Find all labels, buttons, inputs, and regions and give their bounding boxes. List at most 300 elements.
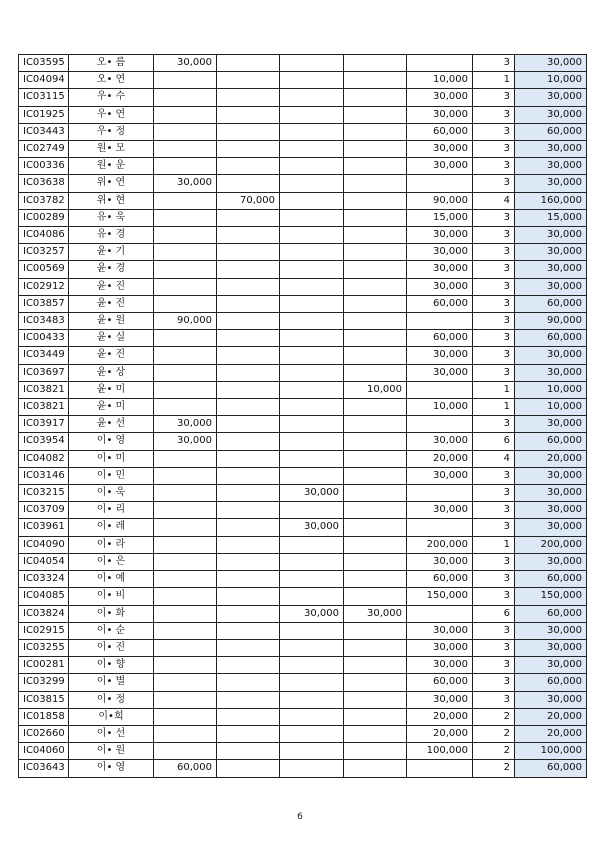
amount-col4-cell [344, 743, 407, 760]
amount-col5-cell: 30,000 [407, 261, 473, 278]
count-cell: 3 [473, 622, 515, 639]
donation-ledger-table [18, 54, 587, 778]
amount-col5-cell: 30,000 [407, 106, 473, 123]
amount-col4-cell: 30,000 [344, 605, 407, 622]
total-amount-cell: 30,000 [515, 416, 587, 433]
amount-col2-cell [217, 450, 280, 467]
amount-col4-cell [344, 657, 407, 674]
amount-col3-cell [280, 106, 344, 123]
table-row [19, 708, 587, 725]
member-id-cell: IC03115 [19, 89, 69, 106]
amount-col1-cell: 60,000 [154, 760, 217, 777]
amount-col3-cell [280, 708, 344, 725]
member-name-cell: 이• 은 [69, 553, 154, 570]
amount-col1-cell: 90,000 [154, 313, 217, 330]
amount-col4-cell [344, 485, 407, 502]
count-cell: 3 [473, 639, 515, 656]
table-row [19, 141, 587, 158]
amount-col5-cell [407, 519, 473, 536]
amount-col2-cell [217, 261, 280, 278]
table-row [19, 295, 587, 312]
amount-col1-cell [154, 192, 217, 209]
amount-col3-cell [280, 725, 344, 742]
total-amount-cell: 60,000 [515, 433, 587, 450]
total-amount-cell: 30,000 [515, 519, 587, 536]
amount-col2-cell [217, 708, 280, 725]
amount-col4-cell [344, 330, 407, 347]
count-cell: 3 [473, 553, 515, 570]
amount-col1-cell [154, 141, 217, 158]
table-row [19, 399, 587, 416]
member-id-cell: IC03821 [19, 381, 69, 398]
amount-col3-cell [280, 467, 344, 484]
count-cell: 3 [473, 502, 515, 519]
amount-col5-cell: 60,000 [407, 571, 473, 588]
amount-col1-cell [154, 278, 217, 295]
total-amount-cell: 90,000 [515, 313, 587, 330]
amount-col2-cell [217, 416, 280, 433]
amount-col5-cell: 20,000 [407, 708, 473, 725]
table-row [19, 433, 587, 450]
amount-col3-cell [280, 192, 344, 209]
member-id-cell: IC03449 [19, 347, 69, 364]
amount-col4-cell [344, 227, 407, 244]
member-id-cell: IC01925 [19, 106, 69, 123]
total-amount-cell: 20,000 [515, 708, 587, 725]
amount-col1-cell [154, 467, 217, 484]
amount-col5-cell: 100,000 [407, 743, 473, 760]
amount-col2-cell [217, 295, 280, 312]
amount-col3-cell [280, 244, 344, 261]
amount-col4-cell [344, 571, 407, 588]
member-id-cell: IC03324 [19, 571, 69, 588]
count-cell: 3 [473, 89, 515, 106]
amount-col5-cell: 30,000 [407, 691, 473, 708]
member-id-cell: IC03857 [19, 295, 69, 312]
amount-col2-cell [217, 330, 280, 347]
count-cell: 4 [473, 192, 515, 209]
amount-col5-cell: 60,000 [407, 123, 473, 140]
total-amount-cell: 30,000 [515, 485, 587, 502]
amount-col3-cell [280, 123, 344, 140]
amount-col1-cell [154, 639, 217, 656]
amount-col1-cell: 30,000 [154, 55, 217, 72]
amount-col1-cell [154, 399, 217, 416]
count-cell: 3 [473, 519, 515, 536]
amount-col1-cell [154, 381, 217, 398]
amount-col5-cell: 30,000 [407, 467, 473, 484]
amount-col4-cell [344, 708, 407, 725]
member-id-cell: IC03443 [19, 123, 69, 140]
amount-col5-cell [407, 381, 473, 398]
amount-col3-cell [280, 364, 344, 381]
member-name-cell: 윤• 기 [69, 244, 154, 261]
total-amount-cell: 30,000 [515, 106, 587, 123]
amount-col5-cell: 30,000 [407, 433, 473, 450]
table-row [19, 381, 587, 398]
amount-col3-cell [280, 141, 344, 158]
amount-col4-cell [344, 725, 407, 742]
amount-col4-cell [344, 519, 407, 536]
amount-col4-cell [344, 295, 407, 312]
member-id-cell: IC04082 [19, 450, 69, 467]
amount-col5-cell: 30,000 [407, 657, 473, 674]
amount-col3-cell: 30,000 [280, 519, 344, 536]
amount-col4-cell [344, 450, 407, 467]
amount-col4-cell [344, 244, 407, 261]
amount-col3-cell [280, 502, 344, 519]
member-name-cell: 우• 수 [69, 89, 154, 106]
amount-col5-cell: 30,000 [407, 278, 473, 295]
count-cell: 3 [473, 175, 515, 192]
table-row [19, 416, 587, 433]
amount-col2-cell [217, 106, 280, 123]
member-id-cell: IC00336 [19, 158, 69, 175]
amount-col2-cell [217, 657, 280, 674]
amount-col3-cell [280, 622, 344, 639]
member-name-cell: 이• 리 [69, 502, 154, 519]
table-row [19, 261, 587, 278]
amount-col1-cell: 30,000 [154, 433, 217, 450]
member-name-cell: 위• 연 [69, 175, 154, 192]
amount-col4-cell [344, 89, 407, 106]
count-cell: 3 [473, 209, 515, 226]
table-row [19, 674, 587, 691]
member-id-cell: IC04060 [19, 743, 69, 760]
count-cell: 2 [473, 708, 515, 725]
amount-col1-cell [154, 227, 217, 244]
page-number: 6 [297, 812, 303, 822]
amount-col4-cell [344, 278, 407, 295]
total-amount-cell: 30,000 [515, 467, 587, 484]
amount-col2-cell [217, 467, 280, 484]
total-amount-cell: 30,000 [515, 553, 587, 570]
table-row [19, 158, 587, 175]
table-row [19, 450, 587, 467]
member-id-cell: IC03483 [19, 313, 69, 330]
amount-col4-cell [344, 261, 407, 278]
member-name-cell: 윤• 경 [69, 261, 154, 278]
amount-col2-cell [217, 743, 280, 760]
amount-col5-cell: 90,000 [407, 192, 473, 209]
member-id-cell: IC02915 [19, 622, 69, 639]
table-row [19, 89, 587, 106]
member-id-cell: IC03961 [19, 519, 69, 536]
count-cell: 3 [473, 295, 515, 312]
table-row [19, 106, 587, 123]
member-name-cell: 원• 운 [69, 158, 154, 175]
member-name-cell: 이• 별 [69, 674, 154, 691]
member-name-cell: 우• 정 [69, 123, 154, 140]
count-cell: 3 [473, 227, 515, 244]
amount-col2-cell [217, 175, 280, 192]
member-id-cell: IC02912 [19, 278, 69, 295]
amount-col1-cell [154, 123, 217, 140]
amount-col3-cell [280, 295, 344, 312]
table-row [19, 485, 587, 502]
count-cell: 3 [473, 674, 515, 691]
amount-col2-cell [217, 725, 280, 742]
amount-col1-cell: 30,000 [154, 175, 217, 192]
count-cell: 3 [473, 261, 515, 278]
amount-col1-cell [154, 571, 217, 588]
amount-col2-cell [217, 433, 280, 450]
member-name-cell: 오• 름 [69, 55, 154, 72]
amount-col1-cell [154, 347, 217, 364]
total-amount-cell: 30,000 [515, 55, 587, 72]
amount-col5-cell: 60,000 [407, 330, 473, 347]
amount-col1-cell [154, 106, 217, 123]
member-name-cell: 이• 진 [69, 639, 154, 656]
member-name-cell: 이• 민 [69, 467, 154, 484]
amount-col1-cell [154, 261, 217, 278]
member-id-cell: IC00289 [19, 209, 69, 226]
table-row [19, 588, 587, 605]
total-amount-cell: 30,000 [515, 89, 587, 106]
amount-col5-cell: 30,000 [407, 347, 473, 364]
amount-col2-cell [217, 588, 280, 605]
count-cell: 3 [473, 364, 515, 381]
count-cell: 4 [473, 450, 515, 467]
total-amount-cell: 200,000 [515, 536, 587, 553]
member-id-cell: IC03257 [19, 244, 69, 261]
amount-col1-cell: 30,000 [154, 416, 217, 433]
count-cell: 3 [473, 657, 515, 674]
table-row [19, 502, 587, 519]
total-amount-cell: 30,000 [515, 622, 587, 639]
amount-col5-cell: 30,000 [407, 502, 473, 519]
amount-col5-cell [407, 313, 473, 330]
amount-col4-cell [344, 760, 407, 777]
amount-col3-cell [280, 313, 344, 330]
total-amount-cell: 10,000 [515, 381, 587, 398]
amount-col2-cell [217, 55, 280, 72]
amount-col2-cell [217, 244, 280, 261]
member-id-cell: IC03255 [19, 639, 69, 656]
amount-col4-cell [344, 175, 407, 192]
amount-col5-cell: 30,000 [407, 364, 473, 381]
amount-col2-cell [217, 364, 280, 381]
table-row [19, 639, 587, 656]
amount-col2-cell [217, 141, 280, 158]
count-cell: 3 [473, 485, 515, 502]
total-amount-cell: 60,000 [515, 571, 587, 588]
member-id-cell: IC03821 [19, 399, 69, 416]
amount-col5-cell: 30,000 [407, 141, 473, 158]
member-name-cell: 이• 선 [69, 725, 154, 742]
table-row [19, 175, 587, 192]
amount-col1-cell [154, 553, 217, 570]
amount-col4-cell [344, 639, 407, 656]
amount-col4-cell [344, 502, 407, 519]
amount-col5-cell: 150,000 [407, 588, 473, 605]
total-amount-cell: 60,000 [515, 123, 587, 140]
count-cell: 3 [473, 244, 515, 261]
amount-col5-cell: 30,000 [407, 622, 473, 639]
amount-col1-cell [154, 657, 217, 674]
amount-col3-cell [280, 657, 344, 674]
member-name-cell: 이• 순 [69, 622, 154, 639]
amount-col3-cell [280, 175, 344, 192]
count-cell: 3 [473, 347, 515, 364]
amount-col4-cell [344, 158, 407, 175]
total-amount-cell: 30,000 [515, 141, 587, 158]
table-row [19, 743, 587, 760]
total-amount-cell: 30,000 [515, 261, 587, 278]
member-name-cell: 윤• 선 [69, 416, 154, 433]
count-cell: 3 [473, 278, 515, 295]
total-amount-cell: 60,000 [515, 605, 587, 622]
member-name-cell: 이• 비 [69, 588, 154, 605]
amount-col4-cell [344, 433, 407, 450]
amount-col4-cell [344, 416, 407, 433]
member-name-cell: 이• 향 [69, 657, 154, 674]
member-id-cell: IC00281 [19, 657, 69, 674]
member-name-cell: 윤• 미 [69, 399, 154, 416]
count-cell: 2 [473, 725, 515, 742]
member-name-cell: 윤• 실 [69, 330, 154, 347]
count-cell: 3 [473, 106, 515, 123]
amount-col5-cell [407, 175, 473, 192]
amount-col2-cell [217, 691, 280, 708]
amount-col4-cell: 10,000 [344, 381, 407, 398]
amount-col4-cell [344, 364, 407, 381]
table-row [19, 330, 587, 347]
count-cell: 1 [473, 381, 515, 398]
amount-col1-cell [154, 605, 217, 622]
amount-col2-cell [217, 89, 280, 106]
amount-col4-cell [344, 588, 407, 605]
amount-col4-cell [344, 674, 407, 691]
amount-col1-cell [154, 158, 217, 175]
total-amount-cell: 10,000 [515, 399, 587, 416]
amount-col2-cell [217, 227, 280, 244]
amount-col5-cell: 60,000 [407, 295, 473, 312]
member-name-cell: 이• 미 [69, 450, 154, 467]
amount-col5-cell: 10,000 [407, 72, 473, 89]
member-name-cell: 윤• 원 [69, 313, 154, 330]
count-cell: 3 [473, 588, 515, 605]
amount-col5-cell: 30,000 [407, 227, 473, 244]
amount-col3-cell [280, 347, 344, 364]
total-amount-cell: 30,000 [515, 657, 587, 674]
amount-col3-cell [280, 209, 344, 226]
amount-col2-cell [217, 158, 280, 175]
total-amount-cell: 30,000 [515, 175, 587, 192]
amount-col4-cell [344, 141, 407, 158]
total-amount-cell: 30,000 [515, 639, 587, 656]
amount-col3-cell [280, 72, 344, 89]
table-row [19, 622, 587, 639]
amount-col5-cell: 60,000 [407, 674, 473, 691]
amount-col1-cell [154, 622, 217, 639]
table-row [19, 553, 587, 570]
amount-col4-cell [344, 192, 407, 209]
amount-col3-cell [280, 450, 344, 467]
count-cell: 3 [473, 467, 515, 484]
member-name-cell: 이• 화 [69, 605, 154, 622]
member-id-cell: IC04054 [19, 553, 69, 570]
amount-col5-cell [407, 605, 473, 622]
table-row [19, 691, 587, 708]
count-cell: 1 [473, 72, 515, 89]
count-cell: 3 [473, 158, 515, 175]
amount-col1-cell [154, 743, 217, 760]
table-row [19, 244, 587, 261]
amount-col3-cell [280, 433, 344, 450]
amount-col1-cell [154, 72, 217, 89]
member-name-cell: 이• 예 [69, 571, 154, 588]
count-cell: 3 [473, 313, 515, 330]
count-cell: 3 [473, 55, 515, 72]
amount-col3-cell [280, 399, 344, 416]
amount-col2-cell [217, 519, 280, 536]
member-id-cell: IC02660 [19, 725, 69, 742]
amount-col3-cell [280, 416, 344, 433]
member-id-cell: IC04090 [19, 536, 69, 553]
member-name-cell: 이• 레 [69, 519, 154, 536]
table-row [19, 467, 587, 484]
amount-col1-cell [154, 691, 217, 708]
count-cell: 2 [473, 760, 515, 777]
amount-col4-cell [344, 123, 407, 140]
amount-col3-cell [280, 691, 344, 708]
amount-col3-cell [280, 158, 344, 175]
amount-col3-cell [280, 553, 344, 570]
amount-col3-cell [280, 588, 344, 605]
table-row [19, 571, 587, 588]
member-name-cell: 우• 연 [69, 106, 154, 123]
amount-col4-cell [344, 622, 407, 639]
table-row [19, 72, 587, 89]
amount-col2-cell [217, 674, 280, 691]
total-amount-cell: 30,000 [515, 691, 587, 708]
total-amount-cell: 20,000 [515, 725, 587, 742]
member-name-cell: 원• 모 [69, 141, 154, 158]
amount-col5-cell [407, 760, 473, 777]
amount-col3-cell [280, 227, 344, 244]
total-amount-cell: 60,000 [515, 674, 587, 691]
ledger-body [19, 55, 587, 778]
member-id-cell: IC03215 [19, 485, 69, 502]
member-name-cell: 이• 욱 [69, 485, 154, 502]
amount-col1-cell [154, 244, 217, 261]
member-id-cell: IC03643 [19, 760, 69, 777]
member-name-cell: 윤• 진 [69, 278, 154, 295]
amount-col2-cell [217, 536, 280, 553]
amount-col5-cell [407, 55, 473, 72]
amount-col2-cell [217, 278, 280, 295]
amount-col2-cell [217, 209, 280, 226]
amount-col2-cell: 70,000 [217, 192, 280, 209]
member-name-cell: 오• 연 [69, 72, 154, 89]
member-name-cell: 이• 영 [69, 760, 154, 777]
member-id-cell: IC02749 [19, 141, 69, 158]
member-id-cell: IC00433 [19, 330, 69, 347]
amount-col1-cell [154, 588, 217, 605]
amount-col3-cell [280, 261, 344, 278]
member-name-cell: 윤• 진 [69, 295, 154, 312]
member-name-cell: 이• 영 [69, 433, 154, 450]
member-id-cell: IC03815 [19, 691, 69, 708]
total-amount-cell: 60,000 [515, 330, 587, 347]
table-row [19, 347, 587, 364]
member-id-cell: IC03782 [19, 192, 69, 209]
total-amount-cell: 100,000 [515, 743, 587, 760]
total-amount-cell: 20,000 [515, 450, 587, 467]
table-row [19, 725, 587, 742]
total-amount-cell: 15,000 [515, 209, 587, 226]
